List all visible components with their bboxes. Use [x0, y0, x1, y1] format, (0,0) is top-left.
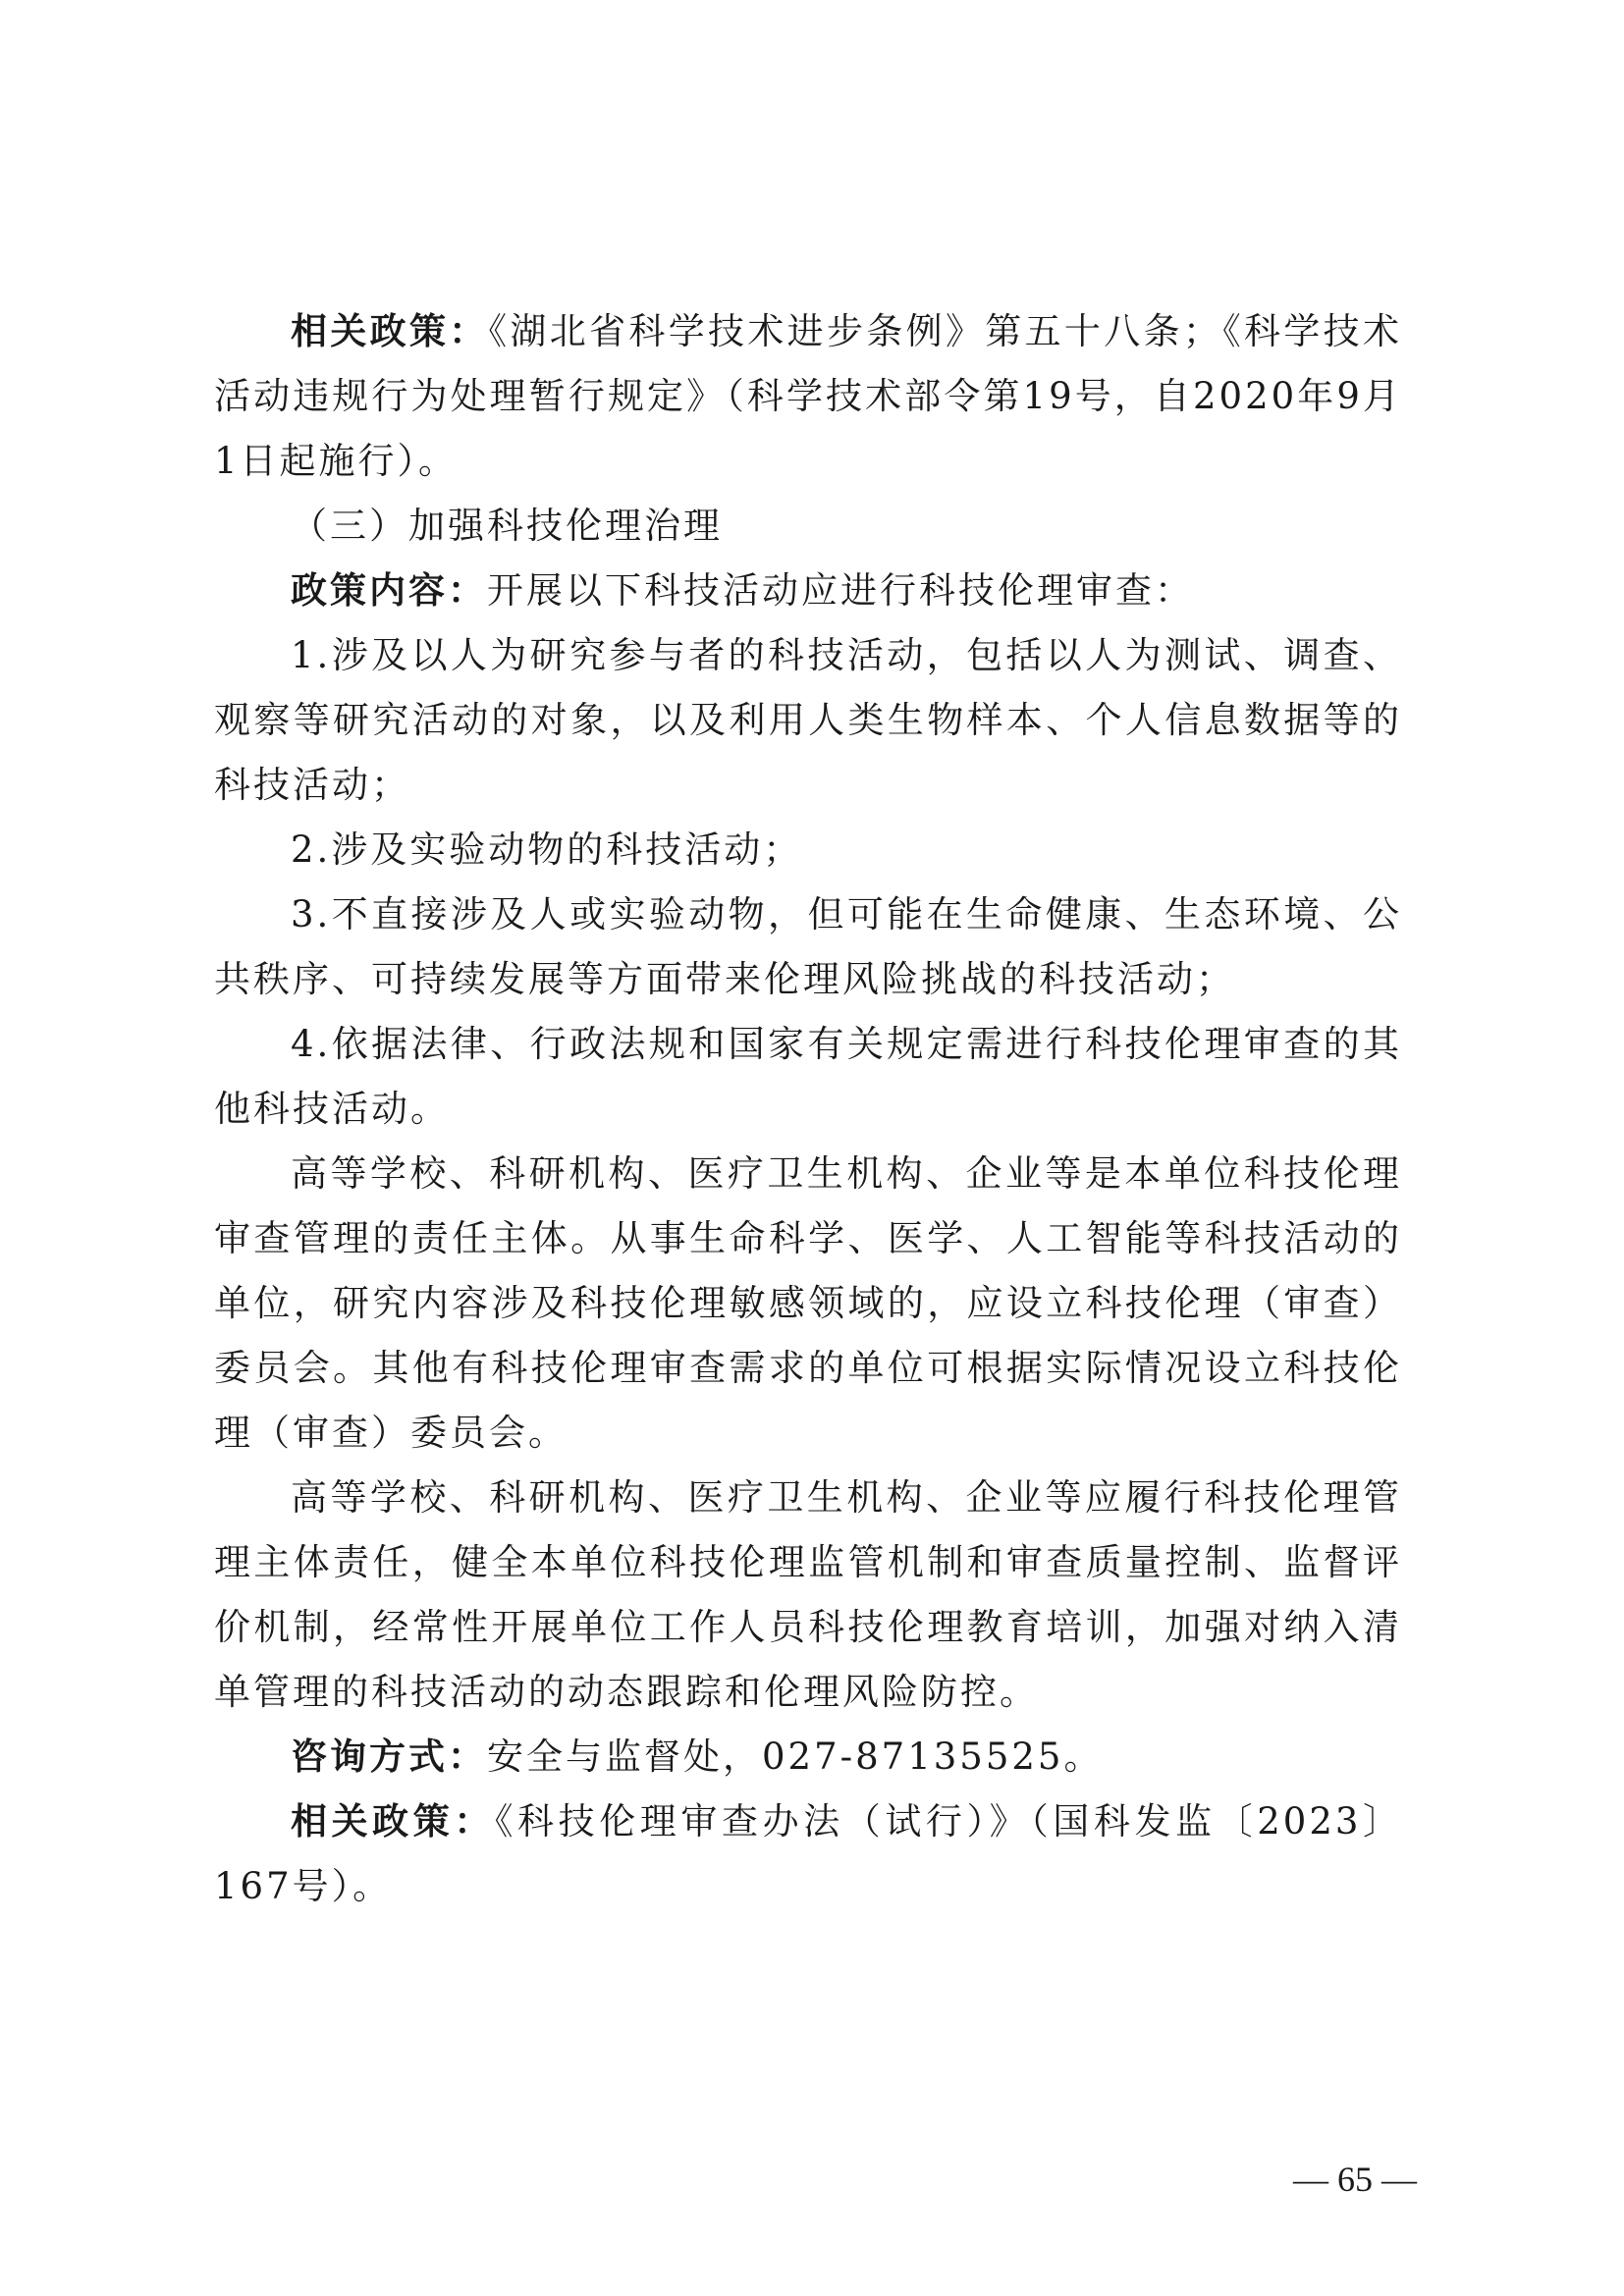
related-policy-text-2: 《科技伦理审查办法（试行）》（国科发监〔2023〕167号）。 [214, 1800, 1402, 1907]
policy-content-label: 政策内容： [291, 569, 487, 612]
document-body [214, 299, 1402, 1919]
related-policy-label: 相关政策： [291, 310, 489, 352]
list-item-2: 2.涉及实验动物的科技活动； [291, 828, 803, 871]
related-policy-paragraph [214, 299, 1402, 494]
list-item-3: 3.不直接涉及人或实验动物，但可能在生命健康、生态环境、公共秩序、可持续发展等方面带来伦理风险挑战的科技活动； [214, 893, 1402, 1000]
related-policy-label-2: 相关政策： [291, 1800, 495, 1842]
section-heading: （三）加强科技伦理治理 [291, 505, 723, 547]
page-number: — 65 — [1293, 2160, 1417, 2199]
related-policy-paragraph-2 [214, 1789, 1402, 1919]
related-policy-text: 《湖北省科学技术进步条例》第五十八条；《科学技术活动违规行为处理暂行规定》（科学技术部令第19号，自2020年9月1日起施行）。 [214, 310, 1403, 482]
consultation-label: 咨询方式： [291, 1735, 487, 1778]
body-paragraph-responsibility: 高等学校、科研机构、医疗卫生机构、企业等是本单位科技伦理审查管理的责任主体。从事生命科学、医学、人工智能等科技活动的单位，研究内容涉及科技伦理敏感领域的，应设立科技伦理（审查）委员会。其他有科技伦理审查需求的单位可根据实际情况设立科技伦理（审查）委员会。 [214, 1152, 1402, 1454]
consultation-paragraph [214, 1725, 1402, 1789]
body-paragraph-obligations: 高等学校、科研机构、医疗卫生机构、企业等应履行科技伦理管理主体责任，健全本单位科技伦理监管机制和审查质量控制、监督评价机制，经常性开展单位工作人员科技伦理教育培训，加强对纳入清单管理的科技活动的动态跟踪和伦理风险防控。 [214, 1476, 1402, 1713]
policy-content-text: 开展以下科技活动应进行科技伦理审查： [487, 569, 1194, 612]
list-item-1: 1.涉及以人为研究参与者的科技活动，包括以人为测试、调查、观察等研究活动的对象，以及利用人类生物样本、个人信息数据等的科技活动； [214, 634, 1402, 806]
policy-content-paragraph [214, 559, 1402, 623]
list-item-4: 4.依据法律、行政法规和国家有关规定需进行科技伦理审查的其他科技活动。 [214, 1023, 1402, 1130]
consultation-text: 安全与监督处，027-87135525。 [487, 1735, 1104, 1778]
